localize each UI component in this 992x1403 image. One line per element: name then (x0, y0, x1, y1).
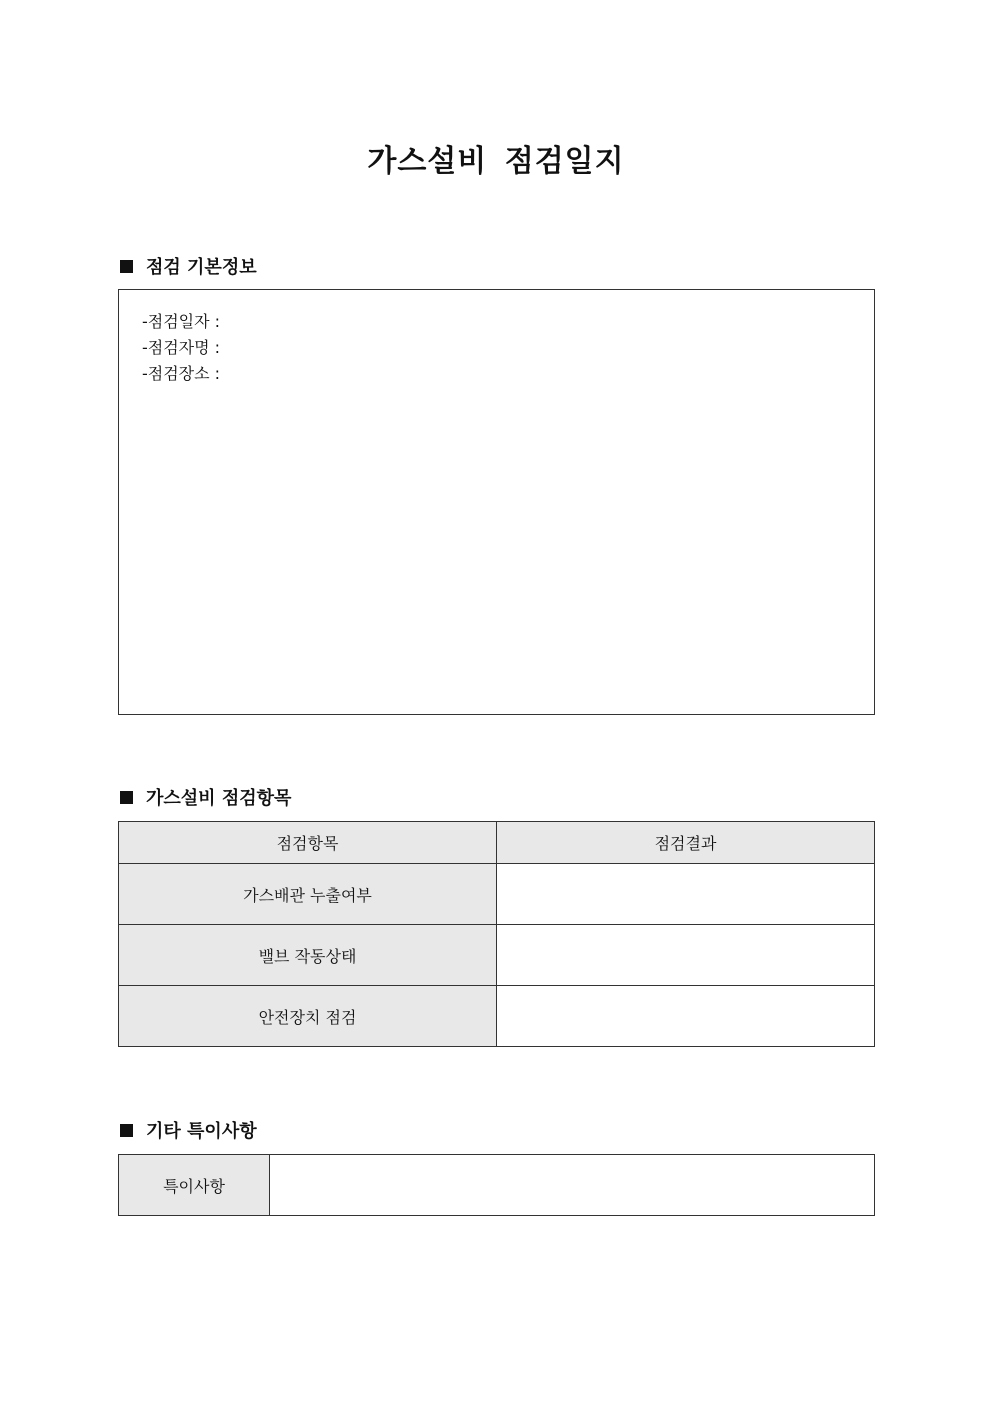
check-items-table (118, 821, 875, 1047)
table-header-row (119, 822, 875, 864)
square-bullet-icon (120, 1124, 133, 1137)
inspection-date-line: -점검일자 : (142, 312, 221, 331)
table-row (119, 986, 875, 1047)
remarks-label-cell: 특이사항 (119, 1155, 270, 1216)
column-header-item: 점검항목 (119, 822, 497, 864)
section-heading-label: 기타 특이사항 (146, 1121, 257, 1142)
check-result-cell[interactable] (497, 986, 875, 1047)
section-heading-basic-info (119, 253, 257, 279)
remarks-value-cell[interactable] (270, 1155, 875, 1216)
check-item-cell: 밸브 작동상태 (119, 925, 497, 986)
section-heading-label: 점검 기본정보 (146, 257, 257, 278)
check-item-cell: 안전장치 점검 (119, 986, 497, 1047)
section-heading-remarks (119, 1117, 257, 1143)
check-item-cell: 가스배관 누출여부 (119, 864, 497, 925)
inspector-name-line: -점검자명 : (142, 338, 221, 357)
square-bullet-icon (120, 260, 133, 273)
inspection-place-line: -점검장소 : (142, 364, 221, 383)
section-heading-check-items (119, 784, 291, 810)
remarks-table (118, 1154, 875, 1216)
table-row (119, 1155, 875, 1216)
table-row (119, 864, 875, 925)
check-result-cell[interactable] (497, 925, 875, 986)
column-header-result: 점검결과 (497, 822, 875, 864)
basic-info-box[interactable] (118, 289, 875, 715)
document-title: 가스설비 점검일지 (367, 144, 625, 179)
section-heading-label: 가스설비 점검항목 (146, 788, 292, 809)
table-row (119, 925, 875, 986)
square-bullet-icon (120, 791, 133, 804)
check-result-cell[interactable] (497, 864, 875, 925)
